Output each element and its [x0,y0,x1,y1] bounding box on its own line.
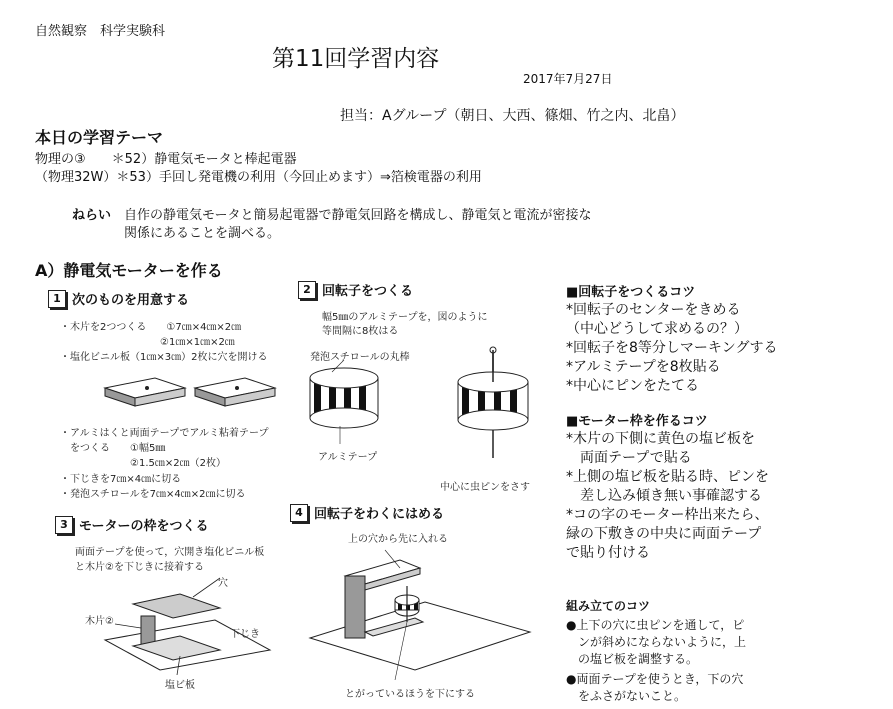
assembly-line-4: ●両面テープを使うとき，下の穴 [566,672,744,686]
tips-frame-line-5: *コの字のモーター枠出来たら、 [566,507,769,523]
section-a-title: A）静電気モーターを作る [35,261,223,280]
step1-item-7: ・下じきを7㎝×4㎝に切る [60,474,182,485]
step1-title: 次のものを用意する [72,293,190,308]
theme-heading: 本日の学習テーマ [35,128,164,147]
assembly-line-2: ンが斜めにならないように，上 [566,635,747,649]
step3-title: モーターの枠をつくる [79,519,209,534]
step2-header [298,280,413,299]
tips-frame-line-7: で貼り付ける [566,545,650,561]
tips-frame-line-2: 両面テープで貼る [566,450,692,466]
step3-desc-2: と木片②を下じきに接着する [75,562,204,573]
assembly-line-1: ●上下の穴に虫ピンを通して，ピ [566,618,745,632]
tips-frame-line-4: 差し込み傾き無い事確認する [566,488,762,504]
tips-rotor-line-5: *中心にピンをたてる [566,378,699,394]
assembly-line-3: の塩ビ板を調整する。 [566,652,699,666]
step4-title: 回転子をわくにはめる [314,507,445,522]
step2-label-tape: アルミテープ [318,452,378,463]
tips-rotor-line-2: （中心どうして求めるの？） [566,321,748,337]
step2-number: 2 [298,281,316,299]
tips-frame-line-1: *木片の下側に黄色の塩ビ板を [566,431,755,447]
tips-rotor-line-4: *アルミテープを8枚貼る [566,359,721,375]
subject-label: 自然観察 科学実験科 [35,24,166,39]
step4-label-top: 上の穴から先に入れる [348,534,448,545]
step1-item-3: ・塩化ビニル板（1㎝×3㎝）2枚に穴を開ける [60,352,268,363]
page-title: 第11回学習内容 [272,46,440,72]
date: 2017年7月27日 [523,72,613,86]
step1-number: 1 [48,290,66,308]
aim-line-2: 関係にあることを調べる。 [124,226,281,241]
step3-number: 3 [55,516,73,534]
step2-label-pin: 中心に虫ピンをさす [440,482,530,493]
tips-frame-line-6: 緑の下敷きの中央に両面テープ [566,526,762,542]
aim-label: ねらい [72,208,112,223]
step2-label-styrofoam: 発泡スチロールの丸棒 [310,352,410,363]
step3-label-board: 下じき [230,629,260,640]
theme-line-2: （物理32W）＊53）手回し発電機の利用（今回止めます）⇒箔検電器の利用 [35,170,482,185]
assembly-line-5: をふさがないこと。 [566,689,687,703]
step2-title: 回転子をつくる [322,284,414,299]
staff: 担当：Aグループ（朝日、大西、篠畑、竹之内、北畠） [340,108,685,124]
theme-line-1: 物理の③ ＊52）静電気モータと棒起電器 [35,152,297,167]
assembly-illustration [305,540,535,680]
aim-line-1: 自作の静電気モータと簡易起電器で静電気回路を構成し、静電気と電流が密接な [124,208,592,223]
step1-item-2: ②1㎝×1㎝×2㎝ [60,337,235,348]
step1-header [48,289,189,308]
step2-desc-1: 幅5㎜のアルミテープを，図のように [322,312,488,323]
step4-label-bottom: とがっているほうを下にする [345,689,475,700]
step1-item-8: ・発泡スチロールを7㎝×4㎝×2㎝に切る [60,489,246,500]
wood-pieces-illustration [95,374,295,414]
step2-desc-2: 等間隔に8枚はる [322,326,399,337]
step3-label-wood: 木片② [85,616,114,627]
step3-label-hole: 穴 [218,578,228,589]
step1-item-4: ・アルミはくと両面テープでアルミ粘着テープ [60,428,269,439]
tips-rotor-line-1: *回転子のセンターをきめる [566,302,741,318]
tips-frame-line-3: *上側の塩ビ板を貼る時、ピンを [566,469,769,485]
step3-header [55,515,208,534]
step4-number: 4 [290,504,308,522]
step1-item-6: ②1.5㎝×2㎝（2枚） [60,458,226,469]
step1-item-5: をつくる ①幅5㎜ [60,443,166,454]
step3-desc-1: 両面テープを使って，穴開き塩化ビニル板 [75,547,265,558]
tips-frame-title: ■モーター枠を作るコツ [566,414,708,429]
step4-header [290,503,444,522]
rotor-illustration [300,340,560,460]
step3-label-pvc: 塩ビ板 [165,680,195,691]
assembly-title: 組み立てのコツ [566,599,651,613]
step1-item-1: ・木片を2つつくる ①7㎝×4㎝×2㎝ [60,322,242,333]
tips-rotor-line-3: *回転子を8等分しマーキングする [566,340,778,356]
tips-rotor-title: ■回転子をつくるコツ [566,285,696,300]
